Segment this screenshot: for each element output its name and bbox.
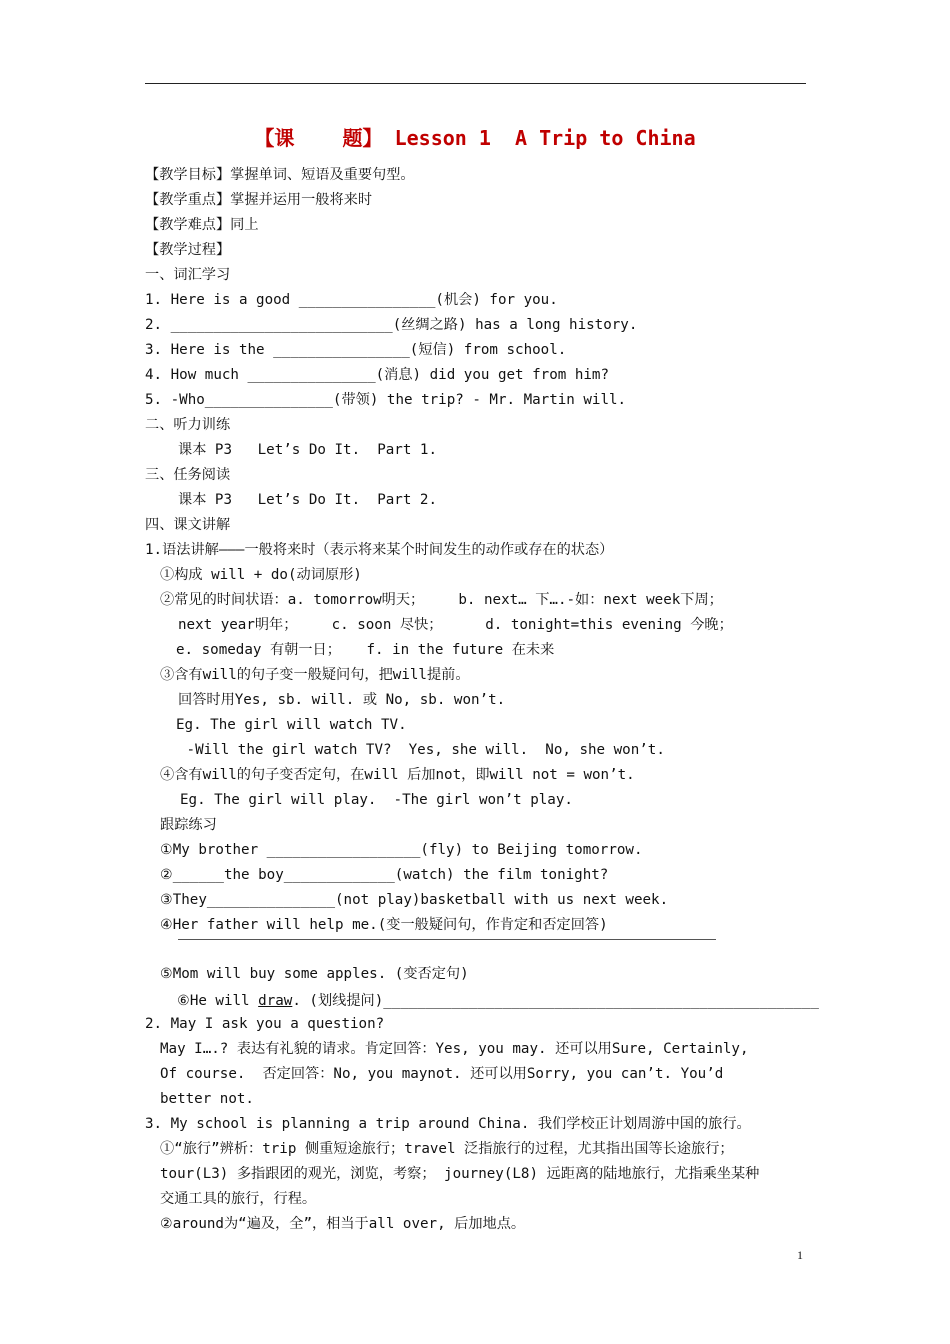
text-line: 5. -Who_______________(带领) the trip? - Mr. Martin will. (145, 392, 627, 408)
text-line: 1. Here is a good ________________(机会) for you. (145, 292, 558, 308)
text-line: 课本 P3 Let’s Do It. Part 2. (178, 492, 437, 508)
text-line: ②常见的时间状语：a. tomorrow明天； b. next… 下….-如：next week下周； (160, 592, 723, 608)
text-line: 4. How much _______________(消息) did you get from him? (145, 367, 609, 383)
text-line: ①构成 will + do(动词原形) (160, 567, 362, 583)
text-line: better not. (160, 1091, 254, 1107)
text-line: ②around为“遍及，全”，相当于all over, 后加地点。 (160, 1216, 526, 1232)
text-line: 【教学难点】同上 (145, 217, 259, 233)
page-number: 1 (797, 1248, 803, 1262)
text-line: 二、听力训练 (145, 417, 231, 433)
text-line: 【教学过程】 (145, 242, 231, 258)
exercise-6-end: . (划线提问)___________________________________________________ (292, 993, 819, 1009)
text-line: e. someday 有朝一日； f. in the future 在未来 (176, 642, 555, 658)
exercise-line-6 (160, 974, 819, 1010)
text-line: ③They_______________(not play)basketball with us next week. (160, 892, 669, 908)
text-line: 【教学目标】掌握单词、短语及重要句型。 (145, 167, 415, 183)
text-line: Eg. The girl will watch TV. (176, 717, 407, 733)
text-line: ④含有will的句子变否定句，在will 后加not，即will not = won’t. (160, 767, 635, 783)
text-line: ①My brother __________________(fly) to Beijing tomorrow. (160, 842, 643, 858)
text-line: -Will the girl watch TV? Yes, she will. No, she won’t. (178, 742, 665, 758)
text-line: next year明年； c. soon 尽快； d. tonight=this evening 今晚； (178, 617, 733, 633)
text-line: ④Her father will help me.(变一般疑问句，作肯定和否定回答) (160, 917, 608, 933)
text-line: Eg. The girl will play. -The girl won’t play. (180, 792, 573, 808)
text-line: May I….? 表达有礼貌的请求。肯定回答：Yes, you may. 还可以用Sure, Certainly, (160, 1041, 749, 1057)
text-line: 3. My school is planning a trip around China. 我们学校正计划周游中国的旅行。 (145, 1116, 751, 1132)
answer-blank-line (178, 939, 716, 940)
text-line: 2. May I ask you a question? (145, 1016, 385, 1032)
text-line: 一、词汇学习 (145, 267, 231, 283)
text-line: 【教学重点】掌握并运用一般将来时 (145, 192, 373, 208)
text-line: Of course. 否定回答：No, you maynot. 还可以用Sorry, you can’t. You’d (160, 1066, 724, 1082)
text-line: tour(L3) 多指跟团的观光，浏览，考察； journey(L8) 远距离的陆地旅行，尤指乘坐某种 (160, 1166, 760, 1182)
text-line: 1.语法讲解———一般将来时（表示将来某个时间发生的动作或存在的状态） (145, 542, 614, 558)
text-line: ②______the boy_____________(watch) the film tonight? (160, 867, 609, 883)
text-line: 跟踪练习 (160, 817, 217, 833)
exercise-6-start: ⑥He will (177, 993, 259, 1009)
text-line: ⑤Mom will buy some apples. (变否定句) (160, 966, 469, 982)
text-line: 3. Here is the ________________(短信) from school. (145, 342, 567, 358)
text-line: ①“旅行”辨析：trip 侧重短途旅行；travel 泛指旅行的过程，尤其指出国等长途旅行； (160, 1141, 734, 1157)
text-line: 交通工具的旅行，行程。 (160, 1191, 317, 1207)
underlined-word: draw (258, 993, 293, 1009)
text-line: 课本 P3 Let’s Do It. Part 1. (178, 442, 437, 458)
text-line: 三、任务阅读 (145, 467, 231, 483)
header-rule (145, 83, 806, 84)
text-line: 四、课文讲解 (145, 517, 231, 533)
text-line: 2. __________________________(丝绸之路) has a long history. (145, 317, 638, 333)
text-line: ③含有will的句子变一般疑问句，把will提前。 (160, 667, 470, 683)
page-title: 【课 题】 Lesson 1 A Trip to China (254, 126, 696, 150)
text-line: 回答时用Yes, sb. will. 或 No, sb. won’t. (178, 692, 506, 708)
